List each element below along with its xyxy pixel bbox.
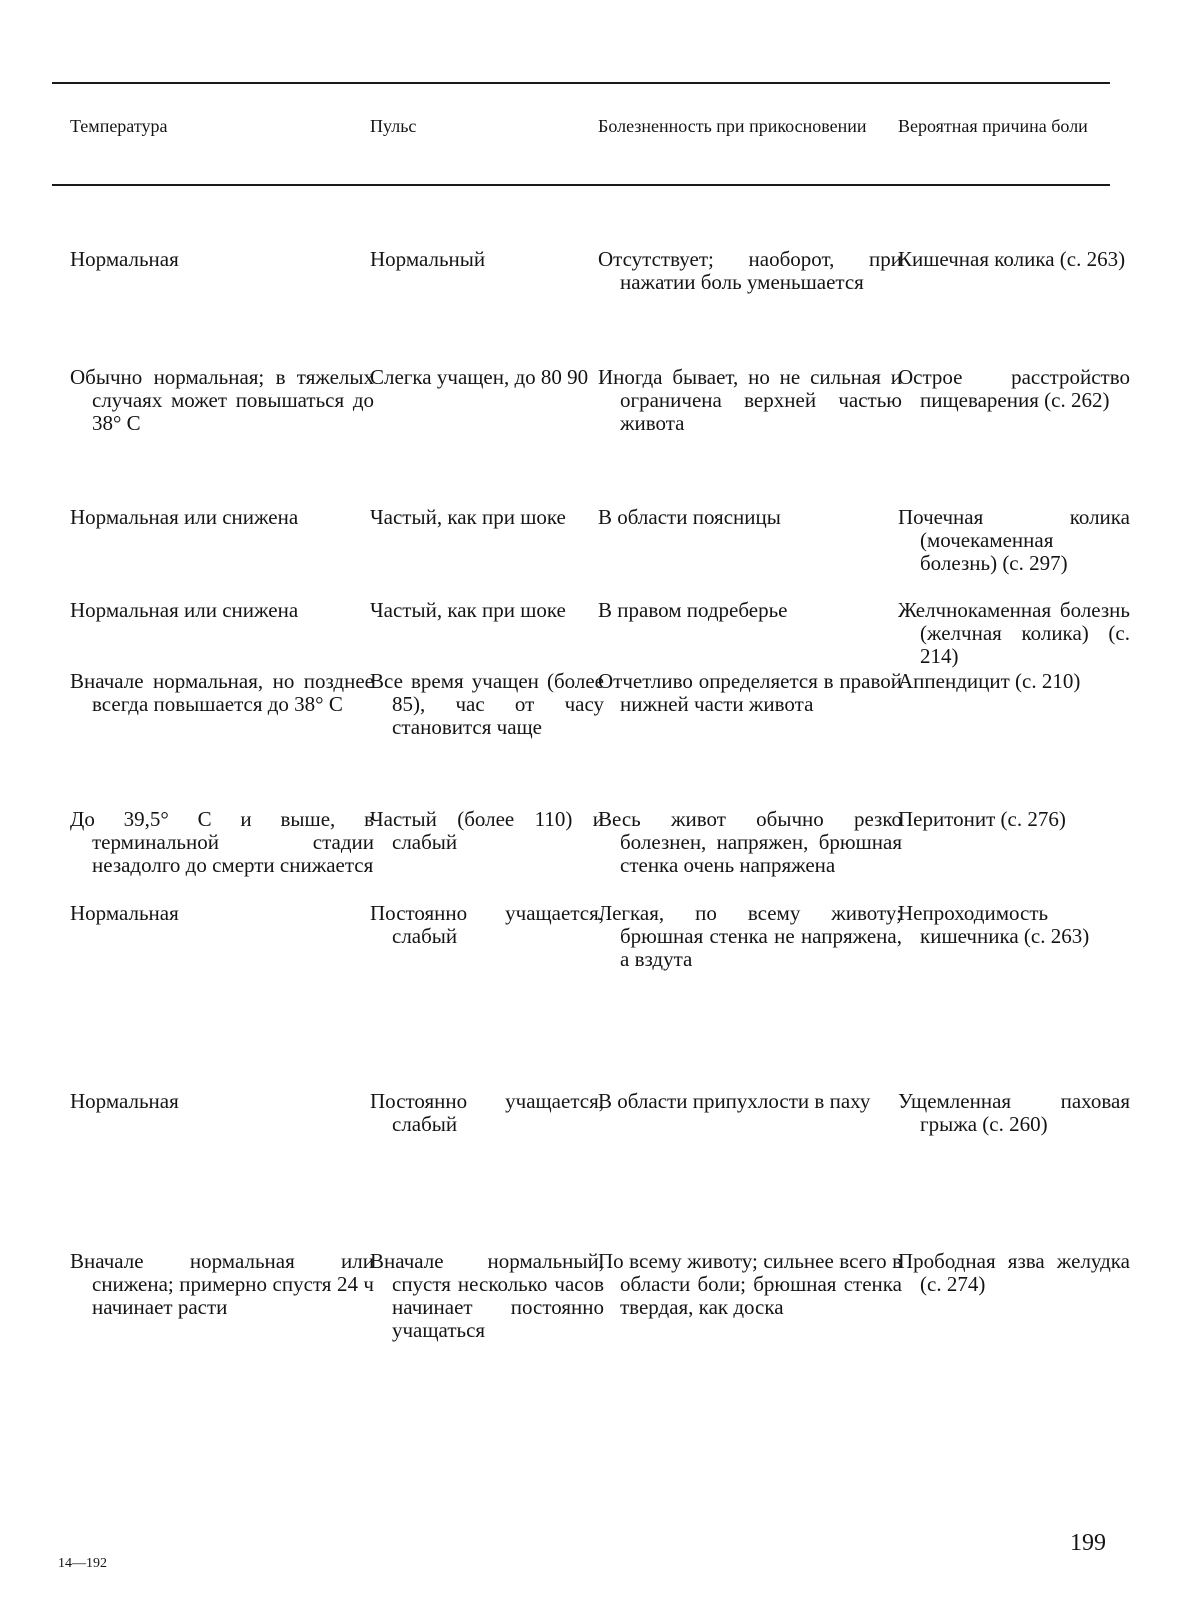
- table-cell-temperature: До 39,5° С и выше, в терминальной стадии незадолго до смерти снижается: [70, 807, 374, 877]
- table-cell-tenderness: В области припухлости в паху: [598, 1089, 871, 1113]
- table-cell-cause: Желчнокаменная болезнь (желчная колика) (с. 214): [898, 598, 1130, 668]
- table-cell-temperature: Нормальная: [70, 247, 179, 271]
- table-cell-tenderness: В правом подреберье: [598, 598, 788, 622]
- table-cell-cause: Кишечная колика (с. 263): [898, 247, 1126, 271]
- table-cell-pulse: Слегка учащен, до 80 90: [370, 365, 589, 389]
- table-cell-temperature: Нормальная: [70, 1089, 179, 1113]
- header-temperature: Температура: [70, 116, 168, 136]
- table-cell-pulse: Частый, как при шоке: [370, 598, 566, 622]
- table-cell-temperature: Вначале нормальная, но позднее всегда повышается до 38° С: [70, 669, 374, 716]
- table-cell-cause: Прободная язва желудка (с. 274): [898, 1249, 1130, 1296]
- table-top-rule: [52, 82, 1110, 84]
- table-cell-tenderness: Легкая, по всему животу; брюшная стенка не напряжена, а вздута: [598, 901, 902, 971]
- table-cell-cause: Ущемленная паховая грыжа (с. 260): [898, 1089, 1130, 1136]
- printer-signature: 14—192: [58, 1556, 107, 1571]
- table-cell-tenderness: По всему животу; сильнее всего в области боли; брюшная стенка твердая, как доска: [598, 1249, 902, 1319]
- table-cell-tenderness: Иногда бывает, но не сильная и ограничена верхней частью живота: [598, 365, 902, 435]
- header-cause: Вероятная причина боли: [898, 116, 1088, 136]
- table-cell-pulse: Вначале нормальный, спустя несколько часов начинает постоянно учащаться: [370, 1249, 604, 1342]
- table-cell-temperature: Вначале нормальная или снижена; примерно спустя 24 ч начинает расти: [70, 1249, 374, 1319]
- table-cell-tenderness: Отсутствует; наоборот, при нажатии боль уменьшается: [598, 247, 902, 294]
- table-cell-pulse: Частый, как при шоке: [370, 505, 566, 529]
- table-cell-temperature: Обычно нормальная; в тяжелых случаях может повышаться до 38° С: [70, 365, 374, 435]
- header-tenderness: Болезненность при прикосновении: [598, 116, 867, 136]
- page-number: 199: [1070, 1530, 1106, 1556]
- table-cell-temperature: Нормальная: [70, 901, 179, 925]
- table-cell-temperature: Нормальная или снижена: [70, 505, 299, 529]
- table-cell-cause: Аппендицит (с. 210): [898, 669, 1081, 693]
- table-cell-pulse: Нормальный: [370, 247, 486, 271]
- table-cell-pulse: Все время учащен (более 85), час от часу становится чаще: [370, 669, 604, 739]
- table-cell-cause: Непроходимость кишечника (с. 263): [898, 901, 1090, 948]
- table-cell-temperature: Нормальная или снижена: [70, 598, 299, 622]
- table-header-rule: [52, 184, 1110, 186]
- table-cell-tenderness: Весь живот обычно резко болезнен, напряжен, брюшная стенка очень напряжена: [598, 807, 902, 877]
- table-cell-cause: Острое расстройство пищеварения (с. 262): [898, 365, 1130, 412]
- table-cell-tenderness: В области поясницы: [598, 505, 781, 529]
- header-pulse: Пульс: [370, 116, 417, 136]
- table-cell-tenderness: Отчетливо определяется в правой нижней части живота: [598, 669, 902, 716]
- table-cell-cause: Почечная колика (мочекаменная болезнь) (с. 297): [898, 505, 1130, 575]
- table-cell-pulse: Постоянно учащается, слабый: [370, 901, 604, 948]
- table-cell-cause: Перитонит (с. 276): [898, 807, 1066, 831]
- table-cell-pulse: Частый (более 110) и слабый: [370, 807, 604, 854]
- table-cell-pulse: Постоянно учащается, слабый: [370, 1089, 604, 1136]
